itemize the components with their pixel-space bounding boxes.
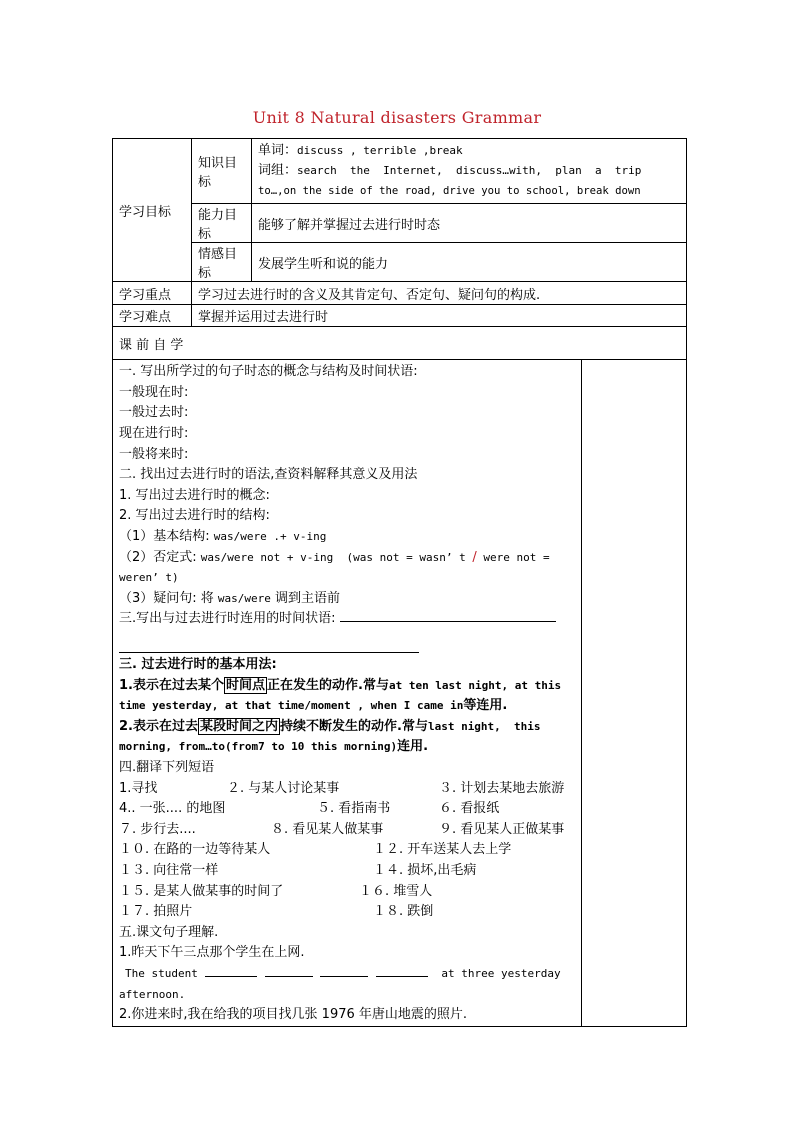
blank-2[interactable] <box>265 964 313 977</box>
phrase-row-7: １７. 拍照片 １８. 跌倒 <box>119 904 434 920</box>
sentence-1-blank: The student at three yesterday <box>119 964 577 985</box>
section-5-title: 五.课文句子理解. <box>119 924 219 940</box>
ability-goal-text: 能够了解并掌握过去进行时时态 <box>252 204 687 243</box>
section-3-title: 三.写出与过去进行时连用的时间状语: <box>119 609 577 630</box>
phrase-row-1: 1.寻找 ２. 与某人讨论某事 ３. 计划去某地去旅游 <box>119 780 565 796</box>
phrases-prefix: 词组： <box>258 163 298 178</box>
section-1-title: 一. 写出所学过的句子时态的概念与结构及时间状语: <box>119 364 418 380</box>
usage-2-cont: morning, from…to(from7 to 10 this morning)连用. <box>119 739 429 755</box>
knowledge-goal-label: 知识目标 <box>192 139 252 204</box>
phrase-row-5: １３. 向往常一样 １４. 损坏,出毛病 <box>119 862 477 878</box>
usage-1-cont: time yesterday, at that time/moment , when I came in等连用. <box>119 698 508 714</box>
usage-2: 2.表示在过去 某段时间之内 持续不断发生的动作.常与last night, this <box>119 718 541 734</box>
blank-1[interactable] <box>205 964 257 977</box>
page-title: Unit 8 Natural disasters Grammar <box>252 108 542 127</box>
self-study-content <box>113 360 582 1027</box>
tense-present-continuous: 现在进行时: <box>119 426 189 442</box>
knowledge-goal-content <box>252 139 687 204</box>
sentence-2: 2.你进来时,我在给我的项目找几张 1976 年唐山地震的照片. <box>119 1007 468 1023</box>
emotion-goal-label: 情感目标 <box>192 243 252 282</box>
lesson-table <box>112 138 687 1027</box>
sentence-1-cont: afternoon. <box>119 987 186 1001</box>
answer-line-2[interactable] <box>119 630 419 653</box>
structure-question: （3）疑问句: 将 was/were 调到主语前 <box>119 590 341 606</box>
time-point-box: 时间点 <box>225 677 265 693</box>
question-1: 1. 写出过去进行时的概念: <box>119 487 270 503</box>
phrase-row-3: ７. 步行去.... ８. 看见某人做某事 ９. 看见某人正做某事 <box>119 821 565 837</box>
emotion-goal-text: 发展学生听和说的能力 <box>252 243 687 282</box>
tense-simple-past: 一般过去时: <box>119 405 189 421</box>
difficulty-label: 学习难点 <box>113 305 192 327</box>
usage-1: 1.表示在过去某个 时间点 正在发生的动作.常与at ten last night, at this <box>119 677 562 693</box>
section-4-title: 四.翻译下列短语 <box>119 759 215 775</box>
time-period-box: 某段时间之内 <box>199 718 278 734</box>
sentence-1: 1.昨天下午三点那个学生在上网. <box>119 945 305 961</box>
phrases-line-2: to…,on the side of the road, drive you to school, break down <box>258 185 641 197</box>
section-2-title: 二. 找出过去进行时的语法,查资料解释其意义及用法 <box>119 467 418 483</box>
blank-3[interactable] <box>320 964 368 977</box>
words-list: discuss , terrible ,break <box>297 144 463 157</box>
notes-column <box>582 360 687 1027</box>
key-point-label: 学习重点 <box>113 282 192 305</box>
question-2: 2. 写出过去进行时的结构: <box>119 508 270 524</box>
answer-line[interactable] <box>340 609 556 622</box>
key-point-text: 学习过去进行时的含义及其肯定句、否定句、疑问句的构成. <box>192 282 687 305</box>
words-prefix: 单词： <box>258 143 298 158</box>
structure-negative-cont: weren’ t) <box>119 571 179 585</box>
difficulty-text: 掌握并运用过去进行时 <box>192 305 687 327</box>
phrases-line-1: search the Internet, discuss…with, plan a trip <box>297 164 642 177</box>
preview-header: 课 前 自 学 <box>113 327 687 360</box>
blank-4[interactable] <box>376 964 428 977</box>
tense-simple-present: 一般现在时: <box>119 384 189 400</box>
phrase-row-6: １５. 是某人做某事的时间了 １６. 堆雪人 <box>119 883 433 899</box>
phrase-row-2: 4.. 一张.... 的地图 ５. 看指南书 ６. 看报纸 <box>119 801 500 817</box>
structure-basic: （1）基本结构: was/were .+ v-ing <box>119 529 327 545</box>
tense-simple-future: 一般将来时: <box>119 446 189 462</box>
phrase-row-4: １０. 在路的一边等待某人 １２. 开车送某人去上学 <box>119 842 512 858</box>
structure-negative: （2）否定式: was/were not + v-ing (was not = wasn’ t / were not = <box>119 549 550 565</box>
goals-label: 学习目标 <box>113 139 192 282</box>
section-3b-title: 三. 过去进行时的基本用法: <box>119 657 277 673</box>
ability-goal-label: 能力目标 <box>192 204 252 243</box>
